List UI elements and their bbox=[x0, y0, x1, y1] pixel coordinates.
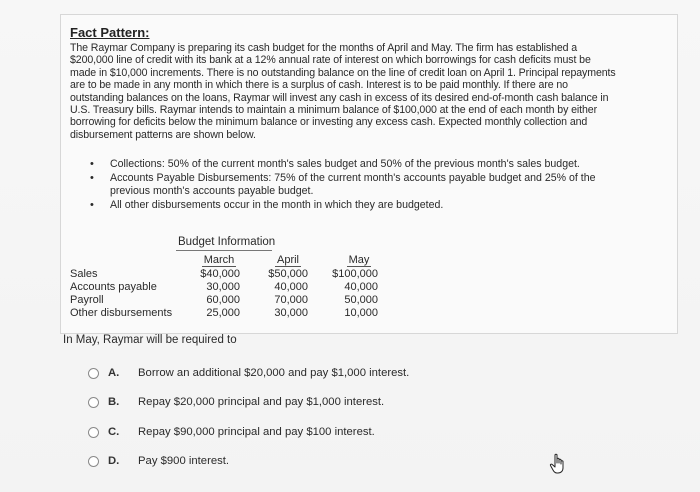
radio-button-icon[interactable] bbox=[88, 368, 99, 379]
cell-other-may: 10,000 bbox=[344, 307, 378, 319]
cell-payroll-april: 70,000 bbox=[274, 294, 308, 306]
fact-line: borrowing for deficits below the minimum balance or investing any excess cash. Expected monthly collection and bbox=[70, 116, 588, 129]
budget-title-rule bbox=[176, 250, 272, 251]
cell-payroll-march: 60,000 bbox=[206, 294, 240, 306]
option-text: Pay $900 interest. bbox=[138, 455, 230, 467]
option-letter: A. bbox=[108, 367, 120, 379]
option-text: Repay $90,000 principal and pay $100 interest. bbox=[138, 426, 375, 438]
bullet-text: All other disbursements occur in the month in which they are budgeted. bbox=[110, 199, 444, 212]
fact-line: The Raymar Company is preparing its cash budget for the months of April and May. The firm has established a bbox=[70, 42, 578, 54]
fact-pattern-title: Fact Pattern: bbox=[70, 25, 150, 40]
cell-sales-may: $100,000 bbox=[332, 268, 378, 280]
cell-ap-may: 40,000 bbox=[344, 281, 378, 293]
cell-payroll-may: 50,000 bbox=[344, 294, 378, 306]
budget-title: Budget Information bbox=[178, 236, 276, 248]
column-header-march: March bbox=[203, 254, 235, 266]
bullet-item bbox=[88, 199, 668, 211]
cell-sales-march: $40,000 bbox=[200, 268, 240, 280]
row-label-other-disbursements: Other disbursements bbox=[70, 307, 173, 319]
option-letter: B. bbox=[108, 396, 120, 408]
bullet-icon: • bbox=[90, 172, 94, 185]
bullet-item bbox=[88, 158, 668, 170]
column-header-may: May bbox=[348, 254, 370, 266]
answer-option-d[interactable] bbox=[88, 452, 229, 470]
bullet-icon: • bbox=[90, 199, 94, 212]
fact-line: $200,000 line of credit with its bank at a 12% annual rate of interest on which borrowings for cash deficits must be bbox=[70, 54, 591, 67]
row-label-accounts-payable: Accounts payable bbox=[70, 281, 157, 293]
option-text: Repay $20,000 principal and pay $1,000 interest. bbox=[138, 396, 385, 408]
bullet-item bbox=[88, 172, 668, 197]
fact-line: made in $10,000 increments. There is no outstanding balance on the line of credit loan on April 1. Principal repayments bbox=[70, 66, 616, 79]
answer-option-a[interactable] bbox=[88, 364, 409, 382]
column-header-april: April bbox=[276, 254, 299, 266]
radio-button-icon[interactable] bbox=[88, 427, 99, 438]
radio-button-icon[interactable] bbox=[88, 397, 99, 408]
cell-other-march: 25,000 bbox=[206, 307, 240, 319]
fact-line: outstanding balances on the loans, Raymar will invest any cash in excess of its desired end-of-month cash balance in bbox=[70, 91, 609, 104]
answer-option-b[interactable] bbox=[88, 393, 384, 411]
hand-pointer-icon bbox=[548, 453, 568, 475]
fact-line: are to be made in any month in which there is a surplus of cash. Interest is to be paid monthly. If there are no bbox=[70, 79, 568, 92]
radio-button-icon[interactable] bbox=[88, 456, 99, 467]
cell-other-april: 30,000 bbox=[274, 307, 308, 319]
cell-sales-april: $50,000 bbox=[268, 268, 308, 280]
cell-ap-april: 40,000 bbox=[274, 281, 308, 293]
bullet-icon: • bbox=[90, 158, 94, 170]
bullet-text: Collections: 50% of the current month's sales budget and 50% of the previous month's sales budget. bbox=[110, 158, 580, 170]
option-text: Borrow an additional $20,000 and pay $1,000 interest. bbox=[138, 367, 410, 379]
fact-pattern-body bbox=[70, 42, 670, 141]
fact-line: disbursement patterns are shown below. bbox=[70, 128, 256, 141]
pattern-bullet-list bbox=[88, 158, 668, 214]
option-letter: C. bbox=[108, 426, 120, 438]
cell-ap-march: 30,000 bbox=[206, 281, 240, 293]
bullet-text-continued: previous month's accounts payable budget. bbox=[110, 184, 314, 197]
row-label-payroll: Payroll bbox=[70, 294, 104, 306]
answer-option-c[interactable] bbox=[88, 423, 375, 441]
fact-line: U.S. Treasury bills. Raymar intends to maintain a minimum balance of $100,000 at the end of each month by either bbox=[70, 104, 598, 117]
question-prompt: In May, Raymar will be required to bbox=[63, 334, 237, 346]
row-label-sales: Sales bbox=[70, 268, 98, 280]
option-letter: D. bbox=[108, 455, 120, 467]
bullet-text: Accounts Payable Disbursements: 75% of the current month's accounts payable budget and 25% of the bbox=[110, 172, 596, 185]
